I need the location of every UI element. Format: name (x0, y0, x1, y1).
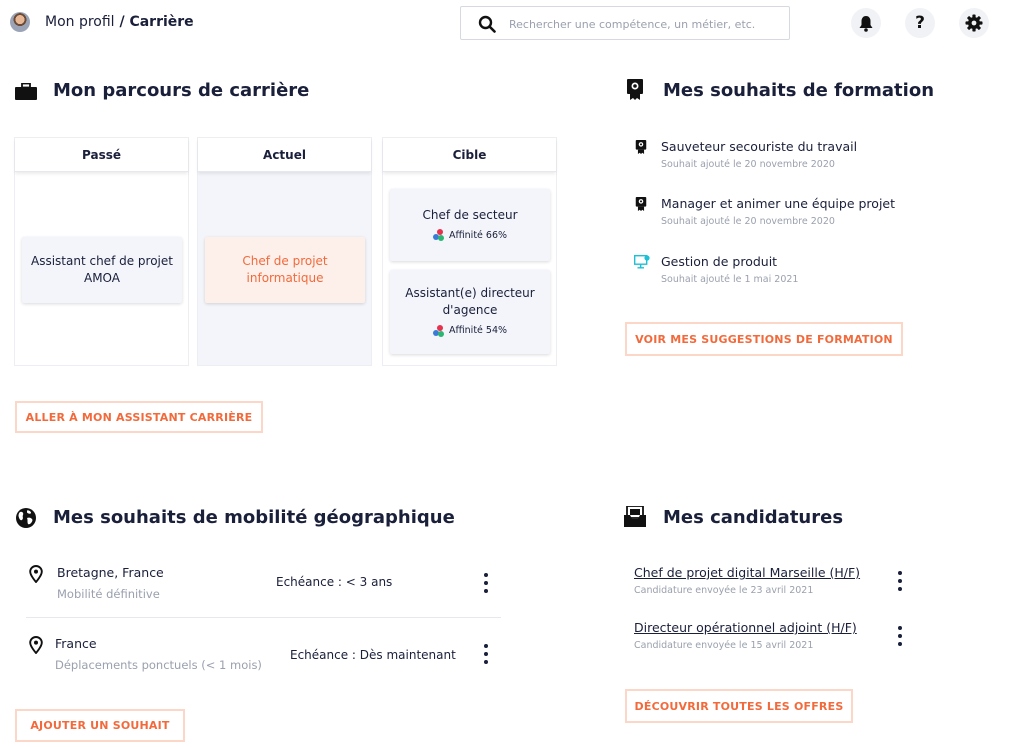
application-item (634, 565, 860, 596)
location-pin-icon (29, 565, 43, 583)
career-section-title: Mon parcours de carrière (53, 80, 310, 101)
certificate-icon (634, 140, 648, 154)
training-wish-date: Souhait ajouté le 20 novembre 2020 (661, 159, 835, 170)
training-wish-date: Souhait ajouté le 1 mai 2021 (661, 274, 799, 285)
gear-icon (965, 14, 983, 32)
target-job-card[interactable] (390, 270, 550, 354)
breadcrumb-separator: / (114, 14, 130, 30)
application-title-link[interactable]: Chef de projet digital Marseille (H/F) (634, 565, 861, 580)
top-bar (0, 0, 1024, 46)
training-suggestions-button[interactable]: VOIR MES SUGGESTIONS DE FORMATION (625, 322, 903, 356)
training-wish-title: Sauveteur secouriste du travail (661, 139, 858, 154)
training-wish-title: Manager et animer une équipe projet (661, 196, 896, 211)
breadcrumb (45, 14, 194, 30)
mobility-place: Bretagne, France (57, 565, 164, 580)
briefcase-icon (15, 83, 37, 100)
application-date: Candidature envoyée le 15 avril 2021 (634, 640, 814, 651)
career-column-current (197, 137, 372, 366)
settings-button[interactable] (959, 8, 989, 38)
past-job-card[interactable] (22, 237, 182, 303)
discover-offers-button[interactable]: DÉCOUVRIR TOUTES LES OFFRES (625, 689, 853, 723)
career-assistant-button[interactable]: ALLER À MON ASSISTANT CARRIÈRE (15, 401, 263, 433)
affinity-icon (433, 325, 445, 337)
mobility-type: Déplacements ponctuels (< 1 mois) (55, 658, 262, 672)
application-item (634, 620, 857, 651)
current-job-title-line1: Chef de projet (242, 254, 328, 268)
elearning-icon (634, 255, 650, 269)
mobility-deadline: Echéance : Dès maintenant (290, 648, 456, 662)
career-column-target (382, 137, 557, 366)
avatar[interactable] (10, 12, 30, 32)
column-header-target: Cible (383, 138, 556, 172)
application-inbox-icon (624, 506, 646, 527)
training-wish-date: Souhait ajouté le 20 novembre 2020 (661, 216, 835, 227)
past-job-title-line1: Assistant chef de projet (31, 254, 173, 268)
breadcrumb-parent[interactable]: Mon profil (45, 14, 115, 30)
target-job-title-line2: d'agence (442, 303, 498, 317)
more-options-icon[interactable] (896, 571, 904, 591)
column-header-current: Actuel (198, 138, 371, 172)
add-wish-button[interactable]: AJOUTER UN SOUHAIT (15, 709, 185, 742)
search-input[interactable] (509, 14, 779, 34)
current-job-title-line2: informatique (246, 271, 324, 285)
affinity-value: Affinité 54% (448, 325, 508, 336)
target-job-card[interactable] (390, 189, 550, 261)
affinity-value: Affinité 66% (448, 229, 508, 241)
divider (26, 617, 501, 618)
certificate-icon (634, 197, 648, 211)
past-job-title-line2: AMOA (83, 271, 120, 285)
location-pin-icon (29, 636, 43, 654)
more-options-icon[interactable] (896, 626, 904, 646)
target-job-title: Chef de secteur (422, 207, 518, 222)
applications-section-title: Mes candidatures (663, 507, 844, 528)
mobility-wish-item[interactable] (26, 634, 501, 700)
help-button[interactable] (905, 8, 935, 38)
mobility-section-title: Mes souhaits de mobilité géographique (53, 507, 455, 528)
more-options-icon[interactable] (482, 644, 490, 664)
help-icon: ? (915, 13, 925, 33)
search-icon[interactable] (478, 15, 496, 33)
more-options-icon[interactable] (482, 573, 490, 593)
notifications-button[interactable] (851, 8, 881, 38)
mobility-wish-item[interactable] (26, 563, 501, 629)
target-job-title-line1: Assistant(e) directeur (405, 286, 535, 300)
mobility-deadline: Echéance : < 3 ans (276, 575, 393, 589)
certificate-icon (626, 79, 644, 101)
application-title-link[interactable]: Directeur opérationnel adjoint (H/F) (634, 620, 857, 635)
career-column-past (14, 137, 189, 366)
current-job-card[interactable] (205, 237, 365, 303)
application-date: Candidature envoyée le 23 avril 2021 (634, 585, 814, 596)
mobility-place: France (55, 636, 97, 651)
affinity-icon (433, 229, 445, 241)
training-section-title: Mes souhaits de formation (663, 80, 935, 101)
affinity-badge (433, 322, 507, 339)
search-box[interactable] (460, 6, 790, 40)
globe-icon (15, 507, 37, 529)
training-wish-title: Gestion de produit (661, 254, 778, 269)
column-header-past: Passé (15, 138, 188, 172)
mobility-type: Mobilité définitive (57, 587, 160, 601)
affinity-badge (433, 227, 507, 244)
breadcrumb-current: Carrière (129, 14, 194, 30)
bell-icon (858, 15, 874, 32)
